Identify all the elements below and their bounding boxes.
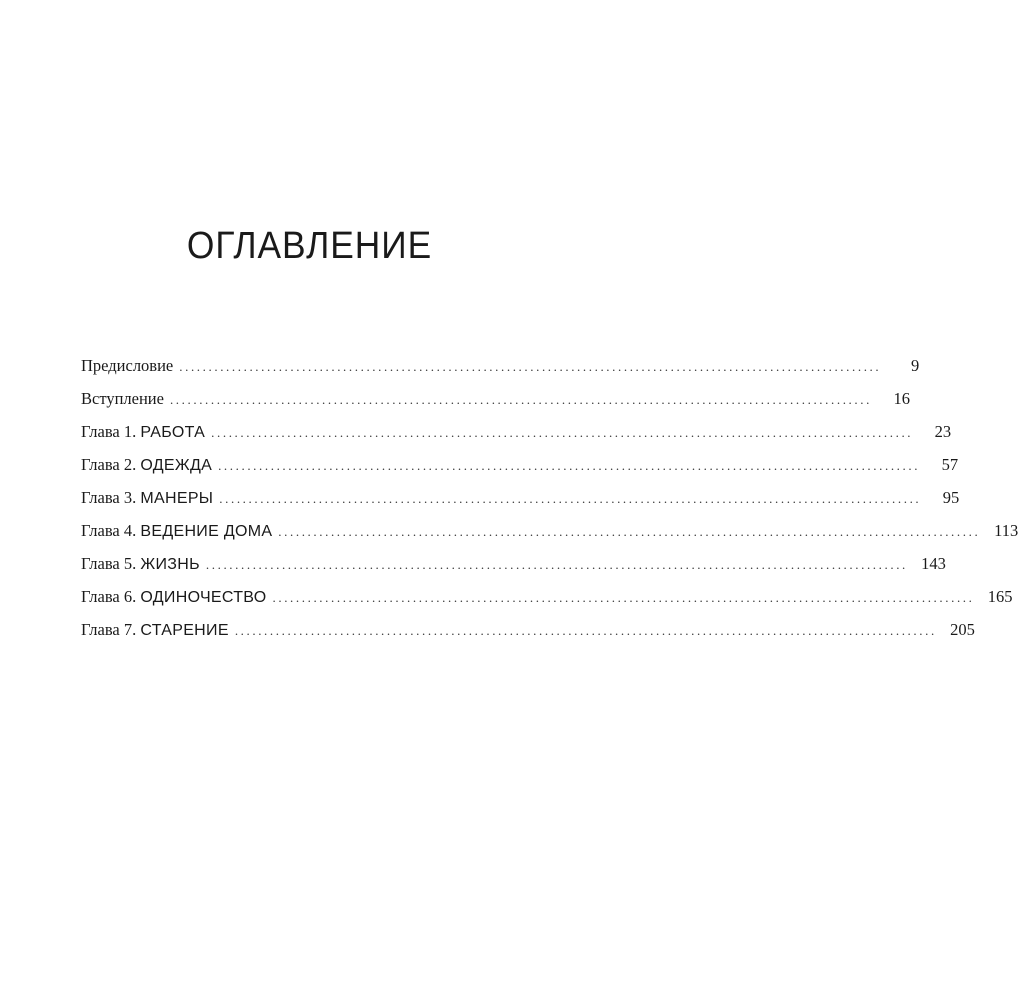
toc-page-number: 165	[987, 587, 1013, 606]
toc-entry-label	[81, 484, 219, 513]
toc-entry-prefix: Глава 5.	[81, 554, 141, 573]
toc-dot-leader: ........................................................................................................................	[218, 458, 921, 473]
toc-entry-chapter-5	[81, 550, 946, 583]
table-of-contents	[81, 352, 1018, 649]
toc-entry-chapter-name: ОДЕЖДА	[140, 457, 213, 474]
toc-entry-label	[81, 451, 218, 480]
toc-entry-prefix: Глава 2.	[81, 455, 141, 474]
toc-entry-label	[81, 517, 278, 546]
toc-dot-leader: ........................................................................................................................	[234, 623, 937, 638]
toc-entry-chapter-2	[81, 451, 959, 484]
toc-dot-leader: ........................................................................................................................	[205, 557, 908, 572]
toc-page-number: 16	[893, 389, 910, 408]
toc-entry-chapter-name: СТАРЕНИЕ	[140, 622, 229, 639]
toc-entry-label	[81, 385, 170, 414]
toc-entry-prefix: Предисловие	[81, 356, 174, 375]
toc-page-number: 205	[950, 620, 975, 639]
toc-dot-leader: ........................................................................................................................	[219, 491, 922, 506]
toc-page-number: 23	[934, 422, 952, 441]
toc-entry-label	[81, 352, 179, 381]
toc-entry-chapter-name: ЖИЗНЬ	[140, 556, 200, 573]
toc-entry-chapter-name: РАБОТА	[140, 424, 206, 441]
toc-page-number: 9	[911, 356, 920, 375]
toc-entry-label	[81, 418, 211, 447]
toc-entry-label	[81, 583, 273, 612]
toc-entry-prefix: Глава 7.	[81, 620, 141, 639]
toc-entry-label	[81, 550, 206, 579]
toc-entry-prefix: Глава 6.	[81, 587, 141, 606]
toc-dot-leader: ........................................................................................................................	[179, 359, 882, 374]
toc-entry-prefix: Глава 1.	[81, 422, 141, 441]
toc-page-number: 95	[942, 488, 960, 507]
toc-entry-chapter-6	[81, 583, 1013, 616]
toc-dot-leader: ........................................................................................................................	[278, 524, 981, 539]
toc-page-number: 113	[994, 521, 1018, 540]
toc-entry-chapter-name: МАНЕРЫ	[140, 490, 214, 507]
toc-entry-label	[81, 616, 235, 645]
toc-entry-prefix: Вступление	[81, 389, 164, 408]
toc-entry-chapter-name: ВЕДЕНИЕ ДОМА	[140, 523, 273, 540]
toc-entry-chapter-name: ОДИНОЧЕСТВО	[140, 589, 267, 606]
toc-entry-prefix: Глава 3.	[81, 488, 141, 507]
toc-page-number: 143	[921, 554, 946, 573]
toc-entry-preface	[81, 352, 920, 385]
toc-dot-leader: ........................................................................................................................	[272, 590, 975, 605]
toc-entry-chapter-1	[81, 418, 952, 451]
toc-page-number: 57	[941, 455, 959, 474]
toc-entry-introduction	[81, 385, 910, 418]
toc-dot-leader: ........................................................................................................................	[211, 425, 914, 440]
toc-entry-chapter-7	[81, 616, 975, 649]
toc-entry-chapter-3	[81, 484, 960, 517]
toc-entry-chapter-4	[81, 517, 1018, 550]
page-title: ОГЛАВЛЕНИЕ	[186, 225, 433, 267]
toc-entry-prefix: Глава 4.	[81, 521, 141, 540]
toc-dot-leader: ........................................................................................................................	[169, 392, 872, 407]
